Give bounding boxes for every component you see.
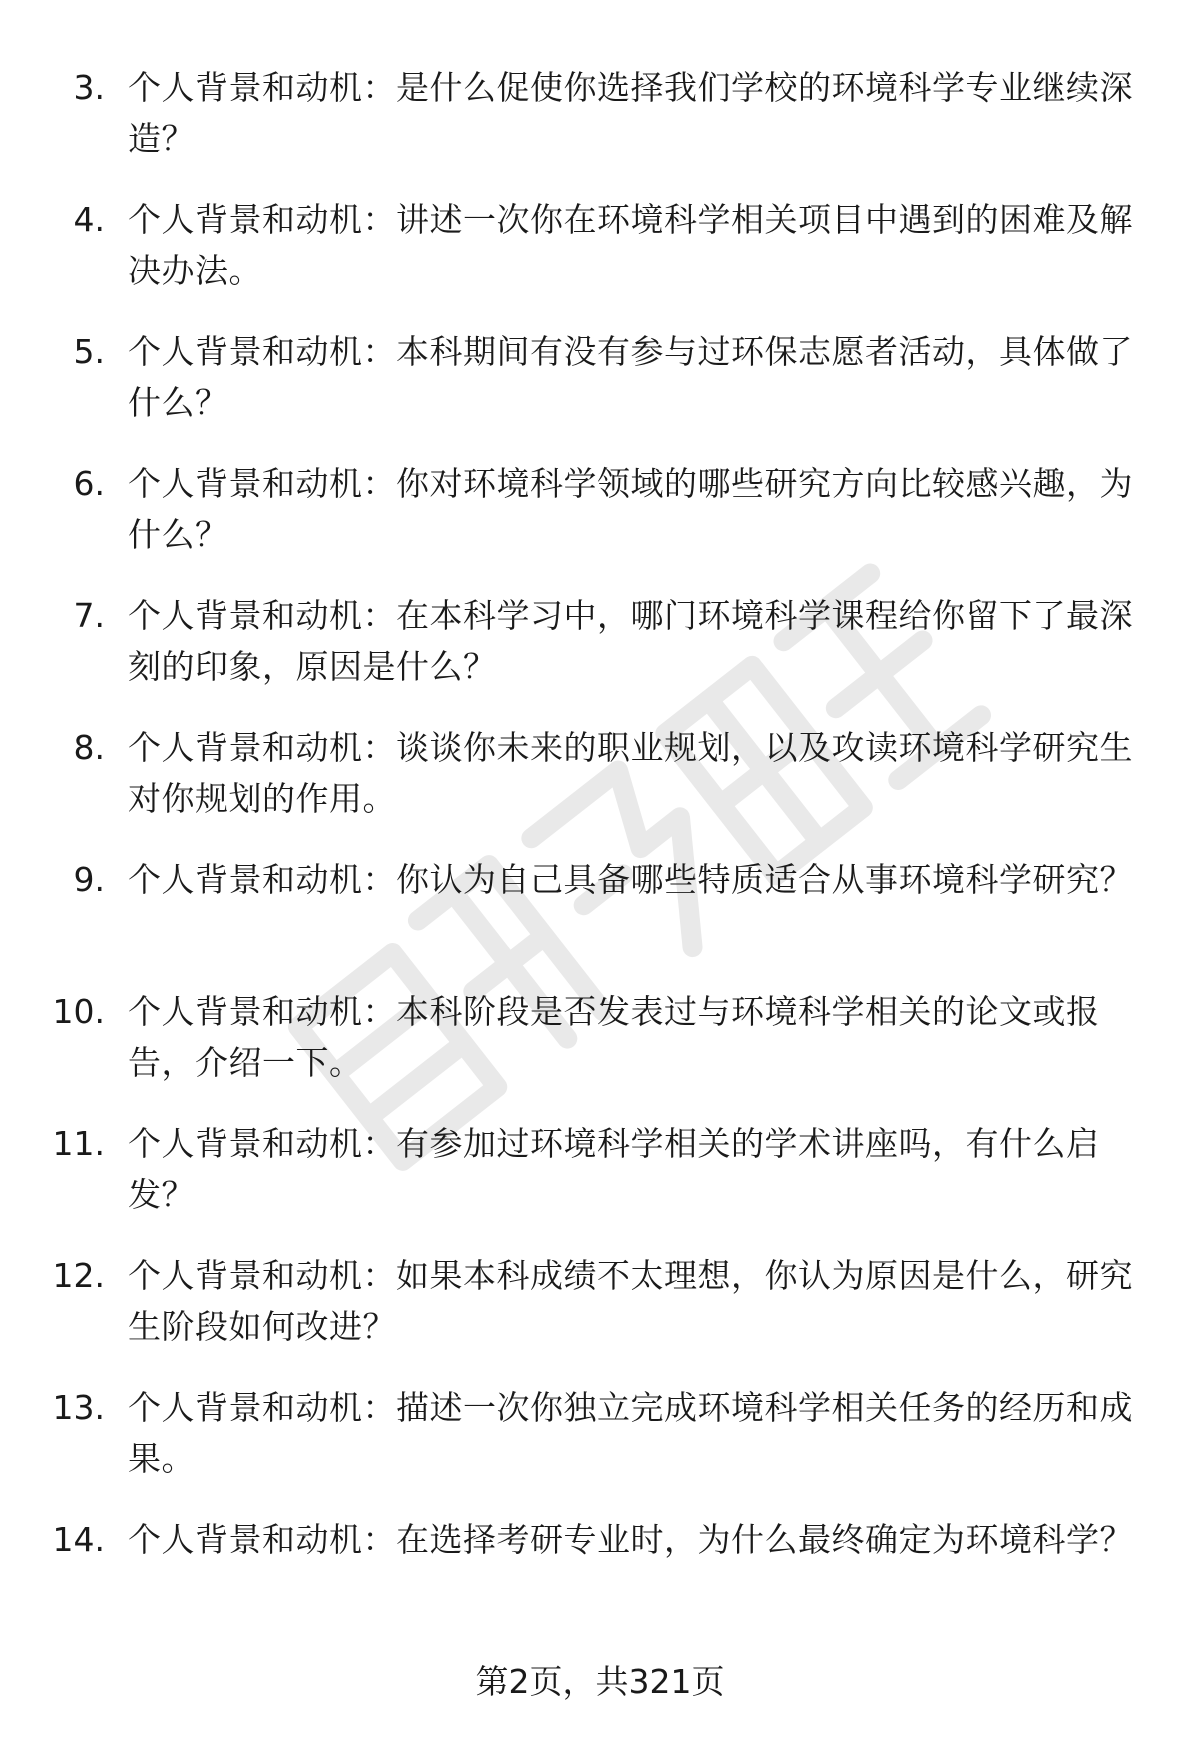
question-number: 10. xyxy=(52,992,105,1031)
question-number: 7. xyxy=(73,596,105,635)
list-item xyxy=(0,458,1200,590)
question-text: 个人背景和动机：你对环境科学领域的哪些研究方向比较感兴趣，为什么？ xyxy=(128,464,1133,554)
question-text: 个人背景和动机：本科期间有没有参与过环保志愿者活动，具体做了什么？ xyxy=(128,332,1133,422)
question-text: 个人背景和动机：是什么促使你选择我们学校的环境科学专业继续深造？ xyxy=(128,68,1133,158)
question-list xyxy=(0,62,1200,1646)
list-item xyxy=(0,590,1200,722)
question-number: 11. xyxy=(52,1124,105,1163)
question-number: 13. xyxy=(52,1388,105,1427)
question-number: 6. xyxy=(73,464,105,503)
question-text: 个人背景和动机：谈谈你未来的职业规划，以及攻读环境科学研究生对你规划的作用。 xyxy=(128,728,1133,818)
question-number: 14. xyxy=(52,1520,105,1559)
list-item xyxy=(0,1514,1200,1646)
question-number: 8. xyxy=(73,728,105,767)
question-text: 个人背景和动机：在本科学习中，哪门环境科学课程给你留下了最深刻的印象，原因是什么？ xyxy=(128,596,1133,686)
question-text: 个人背景和动机：描述一次你独立完成环境科学相关任务的经历和成果。 xyxy=(128,1388,1133,1478)
question-number: 3. xyxy=(73,68,105,107)
question-text: 个人背景和动机：有参加过环境科学相关的学术讲座吗，有什么启发？ xyxy=(128,1124,1100,1214)
list-item xyxy=(0,194,1200,326)
list-item xyxy=(0,326,1200,458)
question-text: 个人背景和动机：你认为自己具备哪些特质适合从事环境科学研究？ xyxy=(128,860,1133,899)
question-text: 个人背景和动机：在选择考研专业时，为什么最终确定为环境科学？ xyxy=(128,1520,1133,1559)
list-item xyxy=(0,986,1200,1118)
question-text: 个人背景和动机：讲述一次你在环境科学相关项目中遇到的困难及解决办法。 xyxy=(128,200,1133,290)
page-indicator: 第2页，共321页 xyxy=(475,1662,725,1701)
list-item xyxy=(0,62,1200,194)
question-text: 个人背景和动机：如果本科成绩不太理想，你认为原因是什么，研究生阶段如何改进？ xyxy=(128,1256,1133,1346)
question-number: 5. xyxy=(73,332,105,371)
question-number: 12. xyxy=(52,1256,105,1295)
list-item xyxy=(0,1382,1200,1514)
question-number: 9. xyxy=(73,860,105,899)
question-text: 个人背景和动机：本科阶段是否发表过与环境科学相关的论文或报告，介绍一下。 xyxy=(128,992,1100,1082)
list-item xyxy=(0,854,1200,986)
list-item xyxy=(0,1250,1200,1382)
question-number: 4. xyxy=(73,200,105,239)
list-item xyxy=(0,1118,1200,1250)
list-item xyxy=(0,722,1200,854)
